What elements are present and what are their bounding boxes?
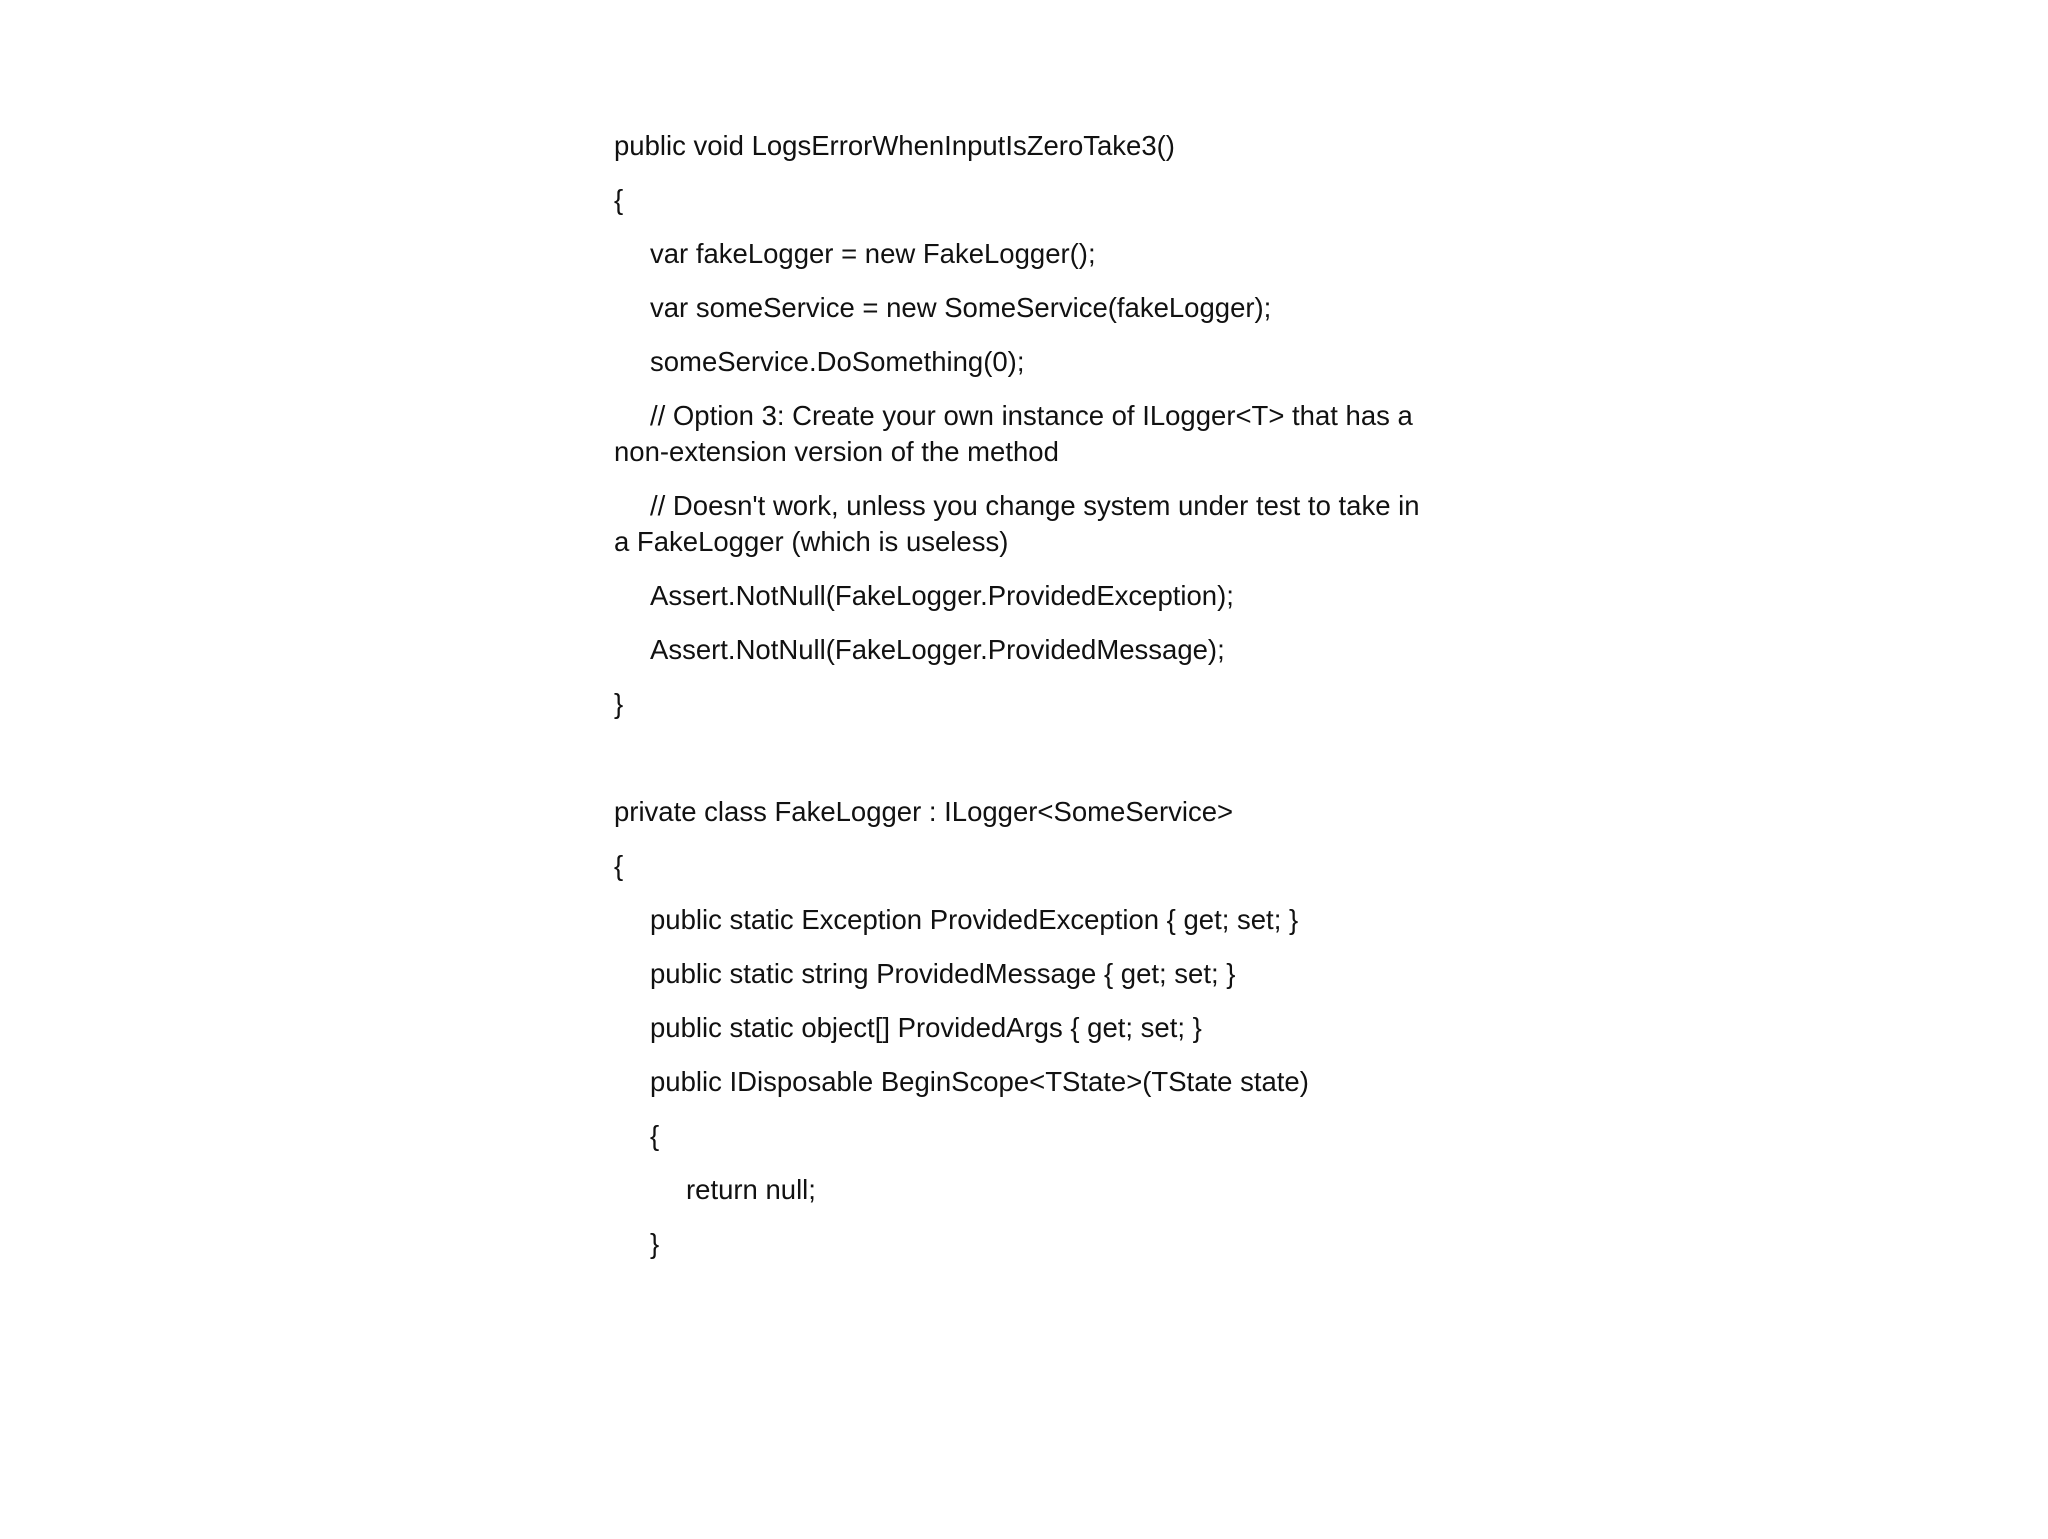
property-provided-exception: public static Exception ProvidedException { get; set; } [650, 904, 1299, 935]
comment-option-3: // Option 3: Create your own instance of ILogger<T> that has a non-extension version of the method [614, 400, 1421, 467]
code-listing [614, 128, 1428, 1280]
method-signature: public void LogsErrorWhenInputIsZeroTake3() [614, 130, 1175, 161]
code-line-some-service: var someService = new SomeService(fakeLogger); [650, 292, 1272, 323]
return-null-statement: return null; [686, 1174, 816, 1205]
method-begin-scope: public IDisposable BeginScope<TState>(TState state) [650, 1066, 1309, 1097]
code-line-do-something: someService.DoSomething(0); [650, 346, 1025, 377]
property-provided-args: public static object[] ProvidedArgs { get; set; } [650, 1012, 1202, 1043]
comment-doesnt-work: // Doesn't work, unless you change system under test to take in a FakeLogger (which is useless) [614, 490, 1428, 557]
method-open-brace: { [614, 184, 624, 215]
class-open-brace: { [614, 850, 624, 881]
blank-line [614, 740, 1424, 794]
assert-provided-exception: Assert.NotNull(FakeLogger.ProvidedException); [650, 580, 1234, 611]
code-line-fake-logger: var fakeLogger = new FakeLogger(); [650, 238, 1096, 269]
property-provided-message: public static string ProvidedMessage { get; set; } [650, 958, 1236, 989]
class-declaration: private class FakeLogger : ILogger<SomeService> [614, 796, 1234, 827]
assert-provided-message: Assert.NotNull(FakeLogger.ProvidedMessage); [650, 634, 1225, 665]
method-close-brace: } [614, 688, 624, 719]
begin-scope-close-brace: } [650, 1228, 660, 1259]
begin-scope-open-brace: { [650, 1120, 660, 1151]
